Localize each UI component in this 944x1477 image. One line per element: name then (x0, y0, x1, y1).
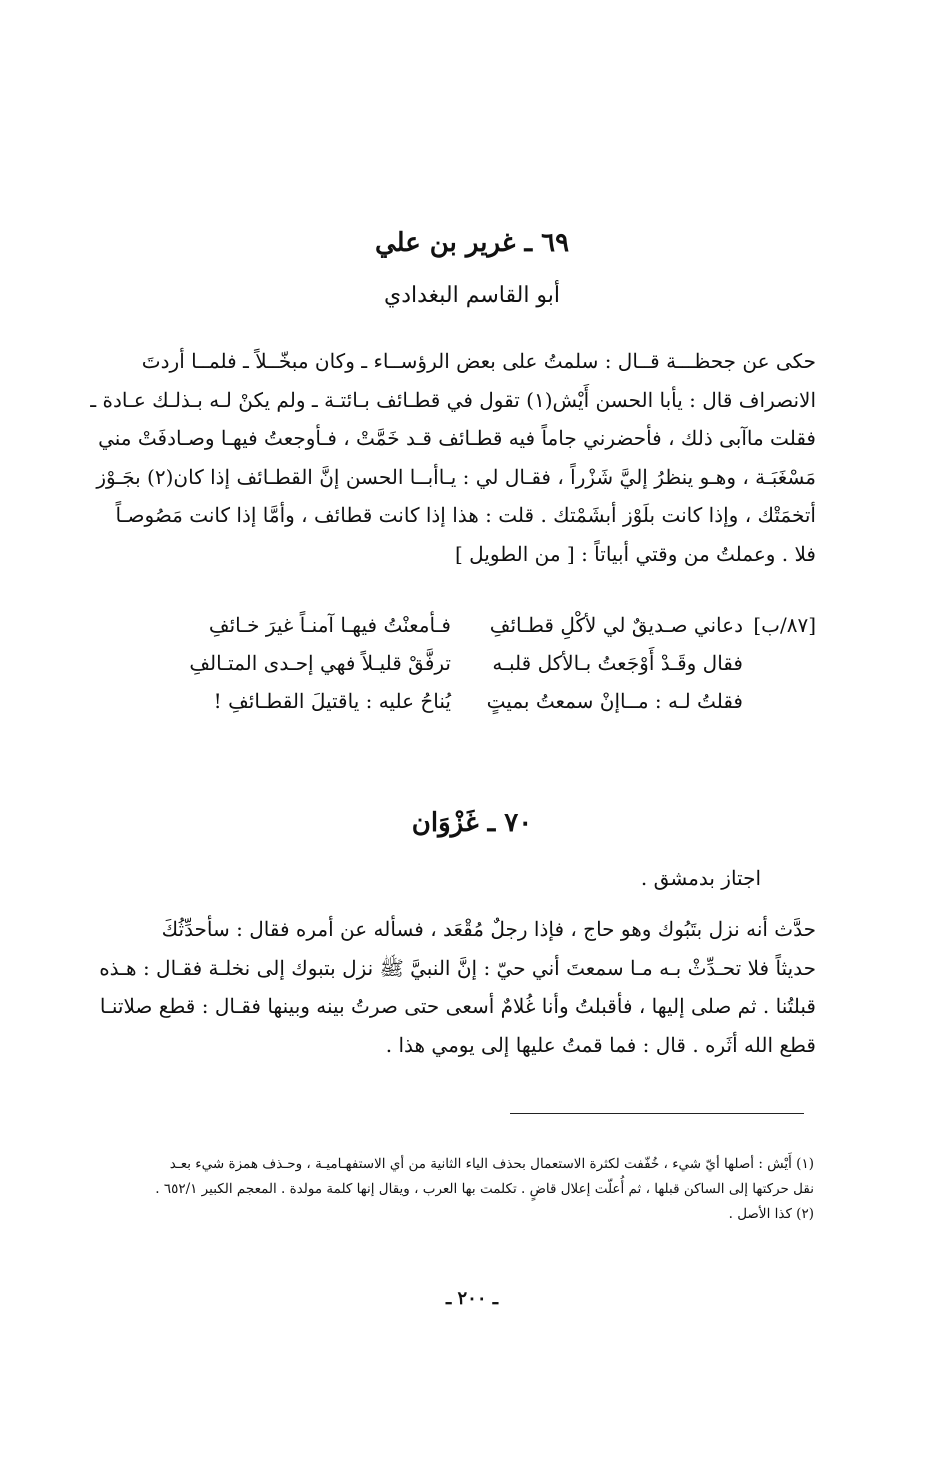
body-line: أتخمَتْك ، وإذا كانت بلَوْز أبشَمْتك . قلت : هذا إذا كانت قطائف ، وأمَّا إذا كانت مَصُوصـاً (115, 503, 816, 527)
body-line: قطع الله أثَره . قال : فما قمتُ عليها إلى يومي هذا . (385, 1032, 816, 1057)
entry-69-body (90, 342, 816, 573)
footnote-divider (510, 1113, 804, 1114)
page-number: ـ ٢٠٠ ـ (445, 1288, 499, 1309)
verse-first-hemistich: دعاني صـديقٌ لي لأكْلِ قطـائفِ (489, 613, 743, 637)
body-line: مَسْغَبَـة ، وهـو ينظرُ إليَّ شَزْراً ، فقـال لي : يـاأبــا الحسن إنَّ القطـائف إذا كان(٢) بجَـوْز (96, 464, 816, 489)
verse-row (128, 682, 816, 720)
body-line: فلا . وعملتُ من وقتي أبياتاً : [ من الطويل ] (455, 541, 816, 566)
verse-second-hemistich: ترفَّقْ قليـلاً فهي إحـدى المتـالفِ (189, 651, 451, 675)
body-line: حديثاً فلا تحـدِّثْ بـه مـا سمعتَ أني حيّ : إنَّ النبيَّ ﷺ نزل بتبوك إلى نخلـة فقـال : هـذه (99, 955, 816, 980)
body-line: فقلت ماآبى ذلك ، فأحضرني جاماً فيه قطـائف قـد خَمَّتْ ، فـأوجعتُ فيهـا وصـادفَتْ مني (98, 426, 816, 450)
manuscript-folio-marker: [٨٧/ب] (753, 613, 816, 637)
body-line: الانصراف قال : يأبا الحسن أَيْش(١) تقول في قطـائف بـائتـة ـ ولم يكنْ لـه بـذلـك عـادة ـ (90, 387, 816, 412)
footnote-line: (٢) كذا الأصل . (728, 1206, 814, 1222)
verse-second-hemistich: فـأمعنْتُ فيهـا آمنـاً غيرَ خـائفِ (208, 613, 451, 637)
verse-second-hemistich: يُناحُ عليه : ياقتيلَ القطـائفِ ! (213, 689, 451, 713)
entry-69-title: ٦٩ ـ غرير بن علي (374, 228, 570, 258)
entry-70-body (99, 910, 816, 1064)
poem-verses (128, 606, 816, 720)
verse-first-hemistich: فقلتُ لـه : مــاإنْ سمعتُ بميتٍ (486, 689, 743, 713)
footnote-line: نقل حركتها إلى الساكن قبلها ، ثم أُعلّت إعلال قاضٍ . تكلمت بها العرب ، ويقال إنها كلمة مولدة . المعجم الكبير ٦٥٢/١ . (155, 1181, 814, 1197)
footnote-line: (١) أَيْش : أصلها أيّ شيء ، خُفّفت لكثرة الاستعمال بحذف الياء الثانية من أي الاستفهـاميـة ، وحـذف همزة شيء بعـد (169, 1156, 814, 1172)
entry-70-intro: اجتاز بدمشق . (640, 866, 761, 890)
footnotes (134, 1152, 814, 1227)
entry-69-subtitle: أبو القاسم البغدادي (383, 283, 561, 308)
verse-first-hemistich: فقال وقَـدْ أَوْجَعتُ بـالأكل قلبـه (492, 651, 743, 675)
verse-row (128, 644, 816, 682)
entry-70-title: ٧٠ ـ غَزْوَان (411, 808, 533, 838)
body-line: حكى عن جحظـــة قــال : سلمتُ على بعض الرؤســاء ـ وكان مبخّــلاً ـ فلمــا أردتَ (141, 349, 816, 373)
body-line: حدَّث أنه نزل بتَبُوك وهو حاج ، فإذا رجلٌ مُقْعَد ، فسأله عن أمره فقال : سأحدِّثُكَ (161, 917, 816, 941)
verse-row (128, 606, 816, 644)
body-line: قبلتُنا . ثم صلى إليها ، فأقبلتُ وأنا غُلامٌ أسعى حتى صرتُ بينه وبينها فقـال : قطع صلاتنـا (99, 994, 816, 1018)
